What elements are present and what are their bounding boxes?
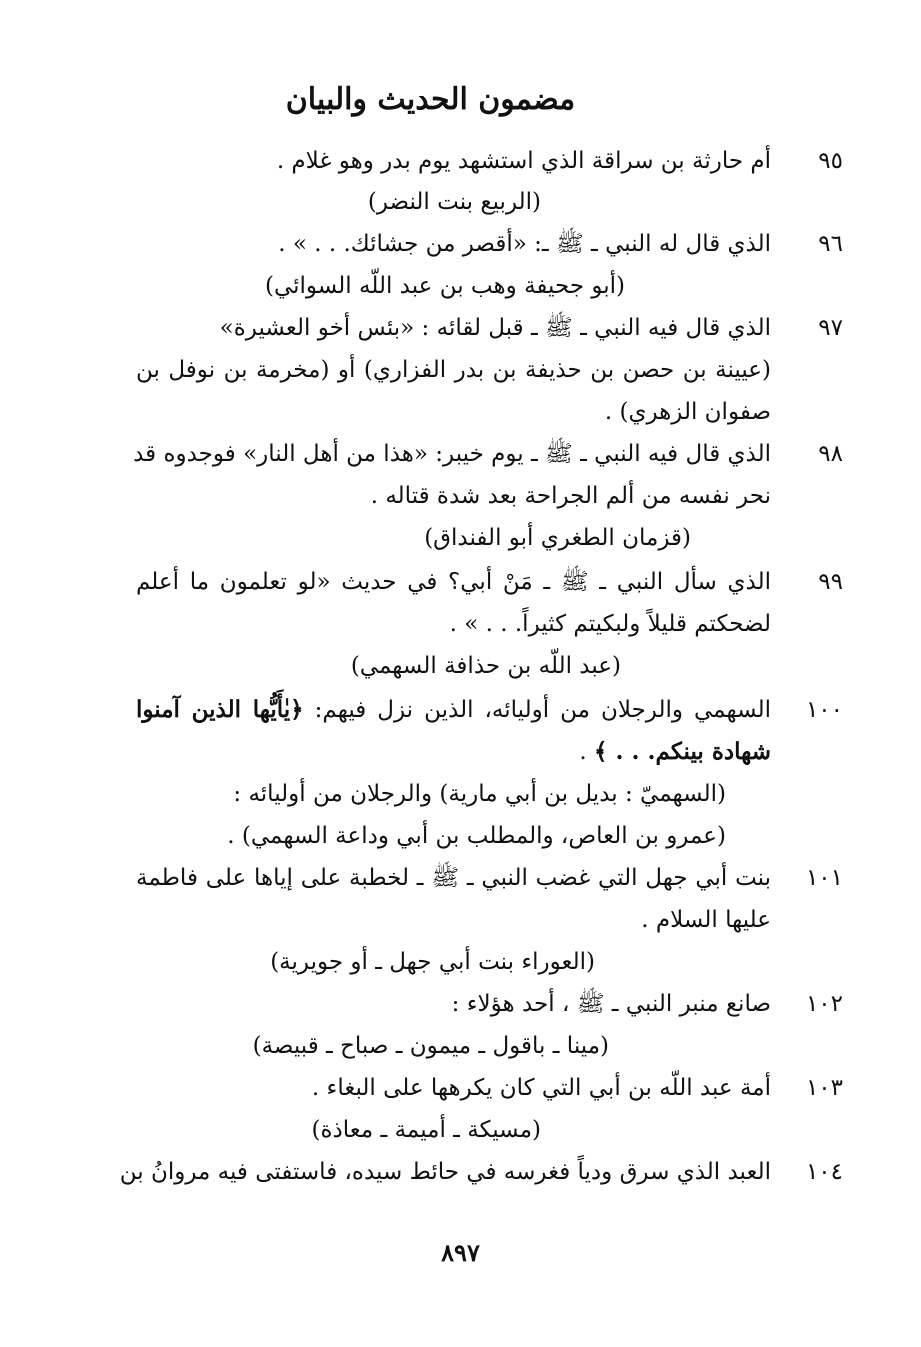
entry-96-line-1: ٩٦الذي قال له النبي ـ ﷺ ـ: «أقصر من جشائك. . . » . [136,224,843,264]
entry-101-line-1: ١٠١بنت أبي جهل التي غضب النبي ـ ﷺ ـ لخطبة على إياها على فاطمة [136,858,843,898]
entry-97-reference-2: صفوان الزهري) . [604,399,771,425]
entry-number: ٩٥ [818,148,843,174]
entry-97-line-1: ٩٧الذي قال فيه النبي ـ ﷺ ـ قبل لقائه : «بئس أخو العشيرة» [136,308,843,348]
entry-102-reference: (مينا ـ باقول ـ ميمون ـ صباح ـ قبيصة) [252,1033,609,1059]
entry-99-line-1: ٩٩الذي سأل النبي ـ ﷺ ـ مَنْ أبي؟ في حديث «لو تعلمون ما أعلم [136,562,843,602]
entry-102-line-1: ١٠٢صانع منبر النبي ـ ﷺ ، أحد هؤلاء : [136,984,843,1024]
entry-100-line-2: شهادة بينكم. . . ﴾ . [579,738,771,765]
entry-100-reference-2: (عمرو بن العاص، والمطلب بن أبي وداعة السهمي) . [227,823,726,849]
entry-number: ١٠١ [805,865,843,891]
entry-103-reference: (مسيكة ـ أميمة ـ معاذة) [311,1117,541,1143]
quran-verse-end: شهادة بينكم. . . ﴾ [594,738,771,765]
entry-96-reference: (أبو جحيفة وهب بن عبد اللّه السوائي) [264,273,625,299]
entry-98-line-2: نحر نفسه من ألم الجراحة بعد شدة قتاله . [370,483,771,509]
entry-number: ٩٦ [818,231,843,257]
entry-number: ١٠٢ [805,991,843,1017]
entry-97-reference-1: (عيينة بن حصن بن حذيفة بن بدر الفزاري) أو (مخرمة بن نوفل بن [136,357,771,383]
page-header [0,82,921,117]
entry-95-line-1: ٩٥أم حارثة بن سراقة الذي استشهد يوم بدر وهو غلام . [136,141,843,181]
quran-verse: ﴿يٰأَيُّها الذين آمنوا [136,696,304,723]
entry-101-reference: (العوراء بنت أبي جهل ـ أو جويرية) [270,949,595,975]
entry-100-reference-1: (السهميّ : بديل بن أبي مارية) والرجلان من أوليائه : [233,781,726,807]
entry-number: ١٠٤ [805,1159,843,1185]
entry-number: ٩٩ [818,569,843,595]
entry-100-line-1: ١٠٠السهمي والرجلان من أوليائه، الذين نزل فيهم: ﴿يٰأَيُّها الذين آمنوا [136,690,843,730]
entry-99-line-2: لضحكتم قليلاً ولبكيتم كثيراً. . . » . [449,611,771,637]
entry-98-line-1: ٩٨الذي قال فيه النبي ـ ﷺ ـ يوم خيبر: «هذا من أهل النار» فوجدوه قد [136,434,843,474]
entry-number: ١٠٠ [805,697,844,723]
entry-number: ٩٨ [818,441,843,467]
entry-number: ٩٧ [818,315,843,341]
entry-101-line-2: عليها السلام . [641,907,771,933]
page-number: ٨٩٧ [441,1238,480,1267]
entry-95-reference: (الربيع بنت النضر) [367,189,541,215]
entry-104-line-1: ١٠٤العبد الذي سرق ودياً فغرسه في حائط سيده، فاستفتى فيه مروانُ بن [136,1152,843,1192]
entry-99-reference: (عبد اللّه بن حذافة السهمي) [350,653,621,679]
entry-103-line-1: ١٠٣أمة عبد اللّه بن أبي التي كان يكرهها على البغاء . [136,1068,843,1108]
entry-98-reference: (قزمان الطغري أبو الفنداق) [424,525,691,551]
entry-number: ١٠٣ [805,1075,843,1101]
header-title: مضمون الحديث والبيان [285,82,576,117]
